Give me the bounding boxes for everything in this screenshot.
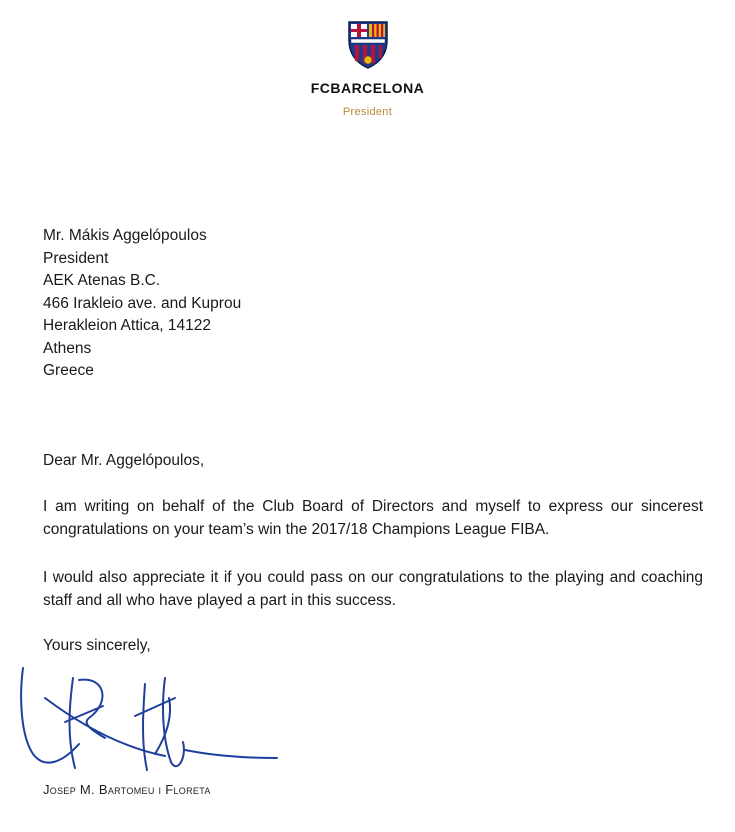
handwritten-signature	[15, 658, 285, 788]
body-paragraph: I would also appreciate it if you could pass on our congratulations to the playing and coaching staff and all who have played a part in this success.	[43, 569, 703, 609]
recipient-organization: AEK Atenas B.C.	[43, 272, 161, 289]
letterhead-role: President	[342, 106, 393, 118]
salutation: Dear Mr. Aggelópoulos,	[43, 452, 205, 469]
club-name: FCBARCELONA	[310, 80, 425, 96]
letterhead	[0, 20, 735, 118]
recipient-street: 466 Irakleio ave. and Kuprou	[43, 294, 242, 312]
recipient-title: President	[43, 249, 109, 267]
closing: Yours sincerely,	[43, 637, 151, 654]
recipient-country: Greece	[43, 362, 94, 379]
recipient-name: Mr. Mákis Aggelópoulos	[43, 227, 207, 244]
fc-barcelona-crest-icon	[345, 20, 391, 70]
body-paragraph: I am writing on behalf of the Club Board of Directors and myself to express our sincerest congratulations on your team’s win the 2017/18 Champions League FIBA.	[43, 498, 703, 538]
recipient-address	[43, 225, 241, 383]
recipient-locality: Herakleion Attica, 14122	[43, 317, 212, 334]
recipient-city: Athens	[43, 339, 92, 357]
signer-name: Josep M. Bartomeu i Floreta	[43, 782, 211, 797]
